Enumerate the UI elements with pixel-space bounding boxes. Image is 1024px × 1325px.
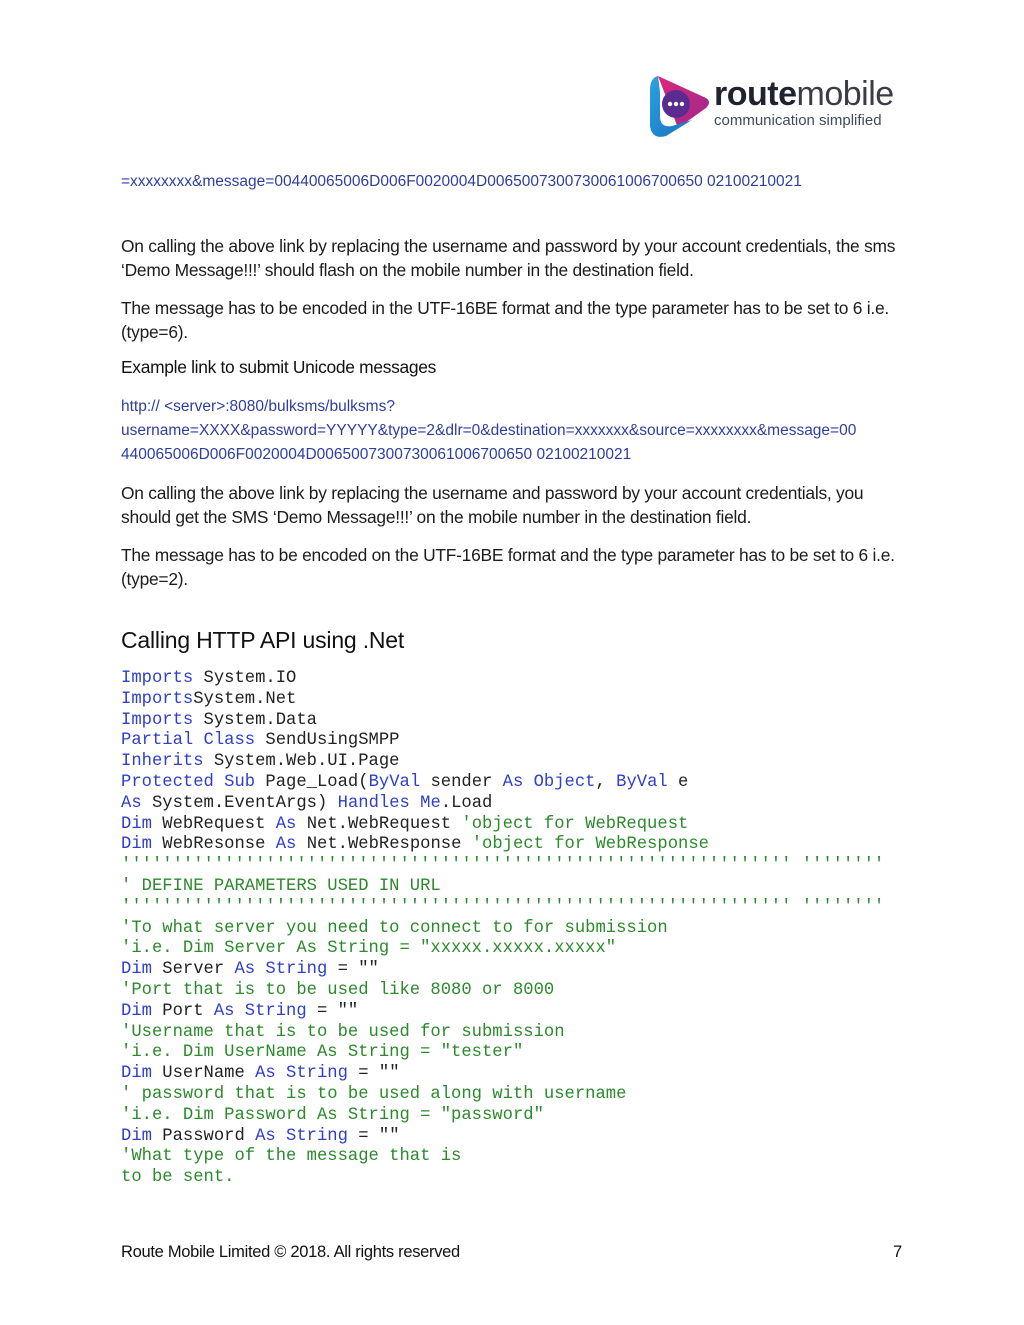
code-comment: ' DEFINE PARAMETERS USED IN URL xyxy=(121,876,441,896)
code-text: System.IO xyxy=(193,669,297,688)
paragraph-4: The message has to be encoded on the UTF-16BE format and the type parameter has to be set to 6 i.e. (type=2). xyxy=(121,545,895,589)
route-mobile-logo xyxy=(648,68,904,144)
code-keyword: Handles Me xyxy=(337,793,441,813)
code-block xyxy=(121,669,884,1189)
route-mobile-logo-icon xyxy=(648,68,712,142)
code-line xyxy=(121,1043,884,1064)
link-line-1[interactable]: http:// <server>:8080/bulksms/bulksms? xyxy=(121,398,395,415)
code-keyword: As xyxy=(121,793,142,813)
code-text: = "" xyxy=(347,1126,400,1146)
code-line xyxy=(121,898,884,919)
code-text: System.EventArgs) xyxy=(141,793,338,813)
code-keyword: As String xyxy=(255,1064,348,1084)
code-keyword: ByVal xyxy=(368,772,421,792)
code-line xyxy=(121,877,884,898)
code-text: WebRequest xyxy=(151,814,276,834)
code-keyword: Dim xyxy=(121,1001,152,1021)
code-keyword: As String xyxy=(213,1001,307,1021)
code-comment: to be sent. xyxy=(121,1168,235,1188)
code-comment: 'Username that is to be used for submission xyxy=(121,1022,565,1042)
code-line xyxy=(121,835,884,856)
code-text: System.Net xyxy=(193,689,297,709)
unicode-example-heading: Example link to submit Unicode messages xyxy=(121,357,437,377)
code-line xyxy=(121,711,884,732)
code-keyword: ByVal xyxy=(616,772,668,792)
code-text: SendUsingSMPP xyxy=(255,731,400,751)
paragraph-2: The message has to be encoded in the UTF-16BE format and the type parameter has to be set to 6 i.e. (type=6). xyxy=(121,298,889,342)
code-comment: 'Port that is to be used like 8080 or 8000 xyxy=(121,980,555,1000)
code-keyword: As String xyxy=(255,1126,348,1146)
code-text: System.Data xyxy=(193,710,317,730)
code-text: = "" xyxy=(327,960,379,980)
paragraph-1: On calling the above link by replacing the username and password by your account credentials, the sms ‘Demo Message!!!’ should flash on the mobile number in the destination field. xyxy=(121,236,896,280)
code-text: = "" xyxy=(347,1064,400,1084)
code-keyword: Partial Class xyxy=(121,731,256,751)
footer-copyright: Route Mobile Limited © 2018. All rights reserved xyxy=(121,1243,460,1261)
code-text: Net.WebRequest xyxy=(296,814,462,834)
code-line xyxy=(121,960,884,981)
code-keyword: Imports xyxy=(121,710,194,730)
unicode-example-link[interactable] xyxy=(121,395,856,467)
code-comment: 'i.e. Dim UserName As String = "tester" xyxy=(121,1043,524,1063)
code-text: = "" xyxy=(306,1001,359,1021)
code-line xyxy=(121,1064,884,1085)
code-line xyxy=(121,1127,884,1148)
paragraph-3: On calling the above link by replacing the username and password by your account credentials, you should get the SMS ‘Demo Message!!!’ on the mobile number in the destination field. xyxy=(121,483,864,527)
code-line xyxy=(121,1147,884,1168)
code-keyword: As Object xyxy=(502,772,596,792)
code-keyword: Dim xyxy=(121,1126,152,1146)
code-line xyxy=(121,752,884,773)
code-keyword: Dim xyxy=(121,835,152,855)
code-text: Password xyxy=(151,1126,256,1146)
code-comment: 'i.e. Dim Password As String = "password" xyxy=(121,1105,544,1125)
code-text: WebResonse xyxy=(151,835,276,855)
url-fragment-top[interactable]: =xxxxxxxx&message=00440065006D006F0020004D0065007300730061006700650 02100210021 xyxy=(121,173,802,190)
code-text: System.Web.UI.Page xyxy=(203,752,400,772)
logo-wordmark: routemobile xyxy=(714,75,894,113)
code-line xyxy=(121,1085,884,1106)
link-line-3[interactable]: 440065006D006F0020004D0065007300730061006700650 02100210021 xyxy=(121,446,632,463)
code-comment: ''''''''''''''''''''''''''''''''''''''''''''''''''''''''''''''''' '''''''' xyxy=(121,897,885,917)
code-line xyxy=(121,919,884,940)
code-comment: ' password that is to be used along with username xyxy=(121,1084,627,1104)
code-text: e xyxy=(667,772,689,792)
code-comment: ''''''''''''''''''''''''''''''''''''''''''''''''''''''''''''''''' '''''''' xyxy=(121,856,885,876)
code-keyword: Dim xyxy=(121,1064,152,1084)
code-text: Port xyxy=(151,1001,214,1021)
code-line xyxy=(121,773,884,794)
code-text: UserName xyxy=(151,1064,256,1084)
code-text: , xyxy=(595,772,617,792)
code-line xyxy=(121,669,884,690)
code-line xyxy=(121,690,884,711)
code-comment: 'object for WebRequest xyxy=(461,814,689,834)
code-comment: 'object for WebResponse xyxy=(471,835,709,855)
code-line xyxy=(121,1002,884,1023)
code-comment: 'i.e. Dim Server As String = "xxxxx.xxxxx.xxxxx" xyxy=(121,939,617,959)
code-line xyxy=(121,1168,884,1189)
code-keyword: Protected Sub xyxy=(121,772,256,792)
code-keyword: Imports xyxy=(121,669,194,688)
code-line xyxy=(121,1106,884,1127)
code-comment: 'What type of the message that is xyxy=(121,1147,462,1167)
code-line xyxy=(121,1023,884,1044)
code-line xyxy=(121,981,884,1002)
logo-tagline: communication simplified xyxy=(714,112,882,129)
section-heading: Calling HTTP API using .Net xyxy=(121,627,405,653)
code-line xyxy=(121,731,884,752)
code-line xyxy=(121,939,884,960)
code-keyword: As xyxy=(275,814,297,834)
code-comment: 'To what server you need to connect to for submission xyxy=(121,918,668,938)
code-text: Net.WebResponse xyxy=(296,835,472,855)
page-number: 7 xyxy=(893,1243,902,1261)
code-text: Server xyxy=(151,960,235,980)
code-keyword: As String xyxy=(234,960,328,980)
code-line xyxy=(121,794,884,815)
link-line-2[interactable]: username=XXXX&password=YYYYY&type=2&dlr=0&destination=xxxxxxx&source=xxxxxxxx&message=00 xyxy=(121,422,857,439)
code-keyword: Inherits xyxy=(121,752,204,772)
code-keyword: As xyxy=(275,835,297,855)
code-text: .Load xyxy=(440,793,493,813)
code-keyword: Dim xyxy=(121,814,152,834)
code-text: Page_Load( xyxy=(255,772,369,792)
code-text: sender xyxy=(420,772,503,792)
code-line xyxy=(121,856,884,877)
code-keyword: Dim xyxy=(121,960,152,980)
code-line xyxy=(121,815,884,836)
code-keyword: Imports xyxy=(121,689,194,709)
